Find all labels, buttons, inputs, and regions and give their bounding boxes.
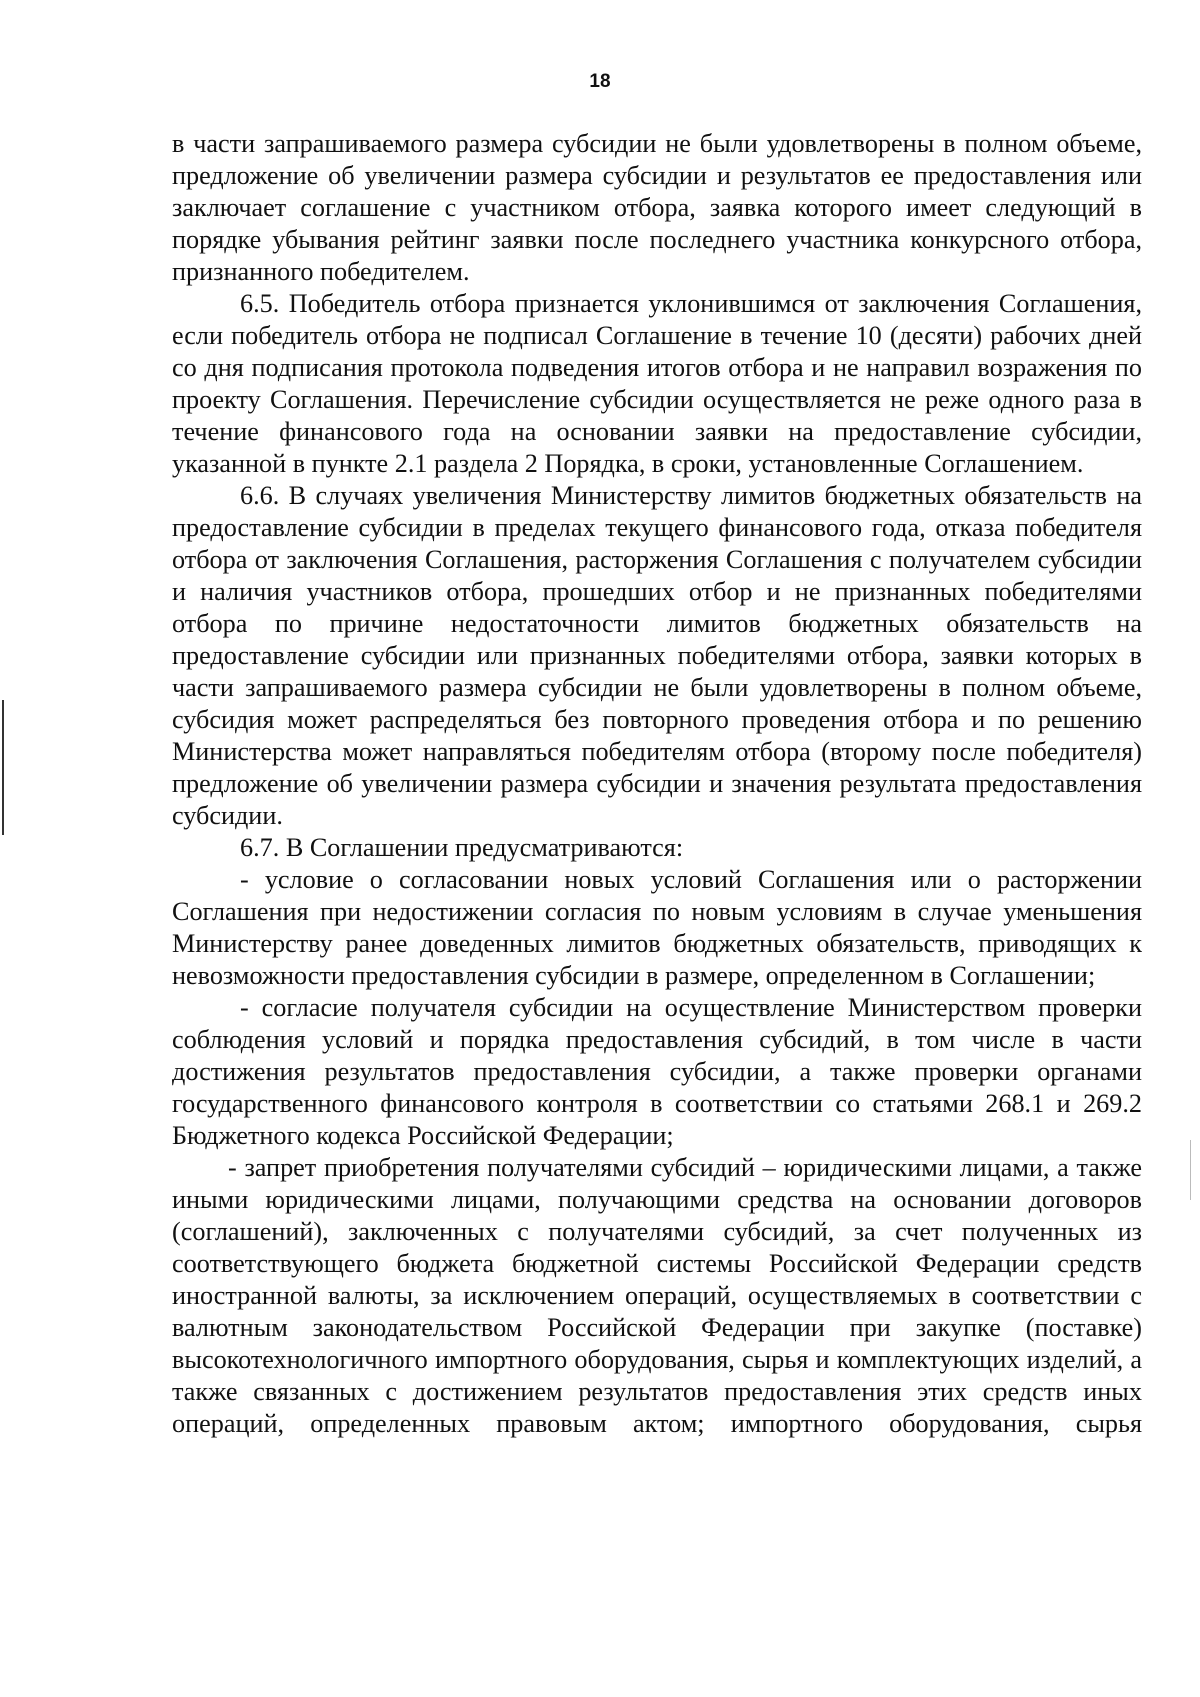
paragraph-6-7: 6.7. В Соглашении предусматриваются: <box>240 833 684 862</box>
scan-edge-mark <box>2 700 4 835</box>
page-number: 18 <box>589 71 611 92</box>
list-item-consent: - согласие получателя субсидии на осуществление Министерством проверки соблюдения условий и порядка предоставления субсидий, в том числе в части достижения результатов предоставления субсидии, а также проверки органами государственного финансового контроля в соответствии со статьями 268.1 и 269.2 Бюджетного кодекса Российской Федерации; <box>172 993 1142 1150</box>
paragraph-continuation: в части запрашиваемого размера субсидии не были удовлетворены в полном объеме, предложение об увеличении размера субсидии и результатов ее предоставления или заключает соглашение с участником отбора, заявка которого имеет следующий в порядке убывания рейтинг заявки после последнего участника конкурсного отбора, признанного победителем. <box>172 129 1142 286</box>
list-item-prohibition: - запрет приобретения получателями субсидий – юридическими лицами, а также иными юридическими лицами, получающими средства на основании договоров (соглашений), заключенных с получателями субсидий, за счет полученных из соответствующего бюджета бюджетной системы Российской Федерации средств иностранной валюты, за исключением операций, осуществляемых в соответствии с валютным законодательством Российской Федерации при закупке (поставке) высокотехнологичного импортного оборудования, сырья и комплектующих изделий, а также связанных с достижением результатов предоставления этих средств иных операций, определенных правовым актом; импортного оборудования, сырья <box>172 1153 1142 1438</box>
scan-edge-mark <box>1190 1140 1191 1200</box>
document-body <box>172 128 1142 1440</box>
list-item-condition: - условие о согласовании новых условий Соглашения или о расторжении Соглашения при недостижении согласия по новым условиям в случае уменьшения Министерству ранее доведенных лимитов бюджетных обязательств, приводящих к невозможности предоставления субсидии в размере, определенном в Соглашении; <box>172 865 1142 990</box>
paragraph-6-6: 6.6. В случаях увеличения Министерству лимитов бюджетных обязательств на предоставление субсидии в пределах текущего финансового года, отказа победителя отбора от заключения Соглашения, расторжения Соглашения с получателем субсидии и наличия участников отбора, прошедших отбор и не признанных победителями отбора по причине недостаточности лимитов бюджетных обязательств на предоставление субсидии или признанных победителями отбора, заявки которых в части запрашиваемого размера субсидии не были удовлетворены в полном объеме, субсидия может распределяться без повторного проведения отбора и по решению Министерства может направляться победителям отбора (второму после победителя) предложение об увеличении размера субсидии и значения результата предоставления субсидии. <box>172 481 1142 830</box>
paragraph-6-5: 6.5. Победитель отбора признается уклонившимся от заключения Соглашения, если победитель отбора не подписал Соглашение в течение 10 (десяти) рабочих дней со дня подписания протокола подведения итогов отбора и не направил возражения по проекту Соглашения. Перечисление субсидии осуществляется не реже одного раза в течение финансового года на основании заявки на предоставление субсидии, указанной в пункте 2.1 раздела 2 Порядка, в сроки, установленные Соглашением. <box>172 289 1142 478</box>
